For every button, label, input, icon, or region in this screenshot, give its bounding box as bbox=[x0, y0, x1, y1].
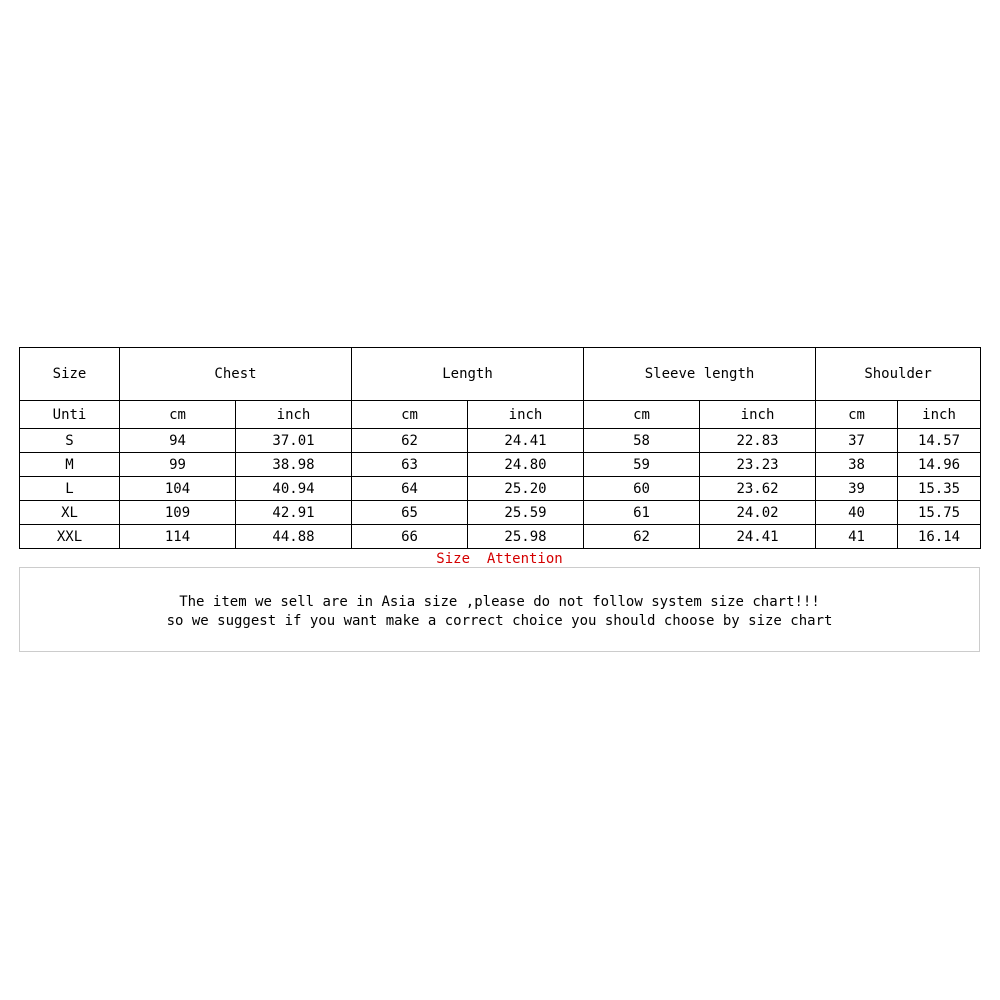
sleeve-inch-cell: 24.41 bbox=[700, 525, 816, 549]
size-cell: L bbox=[20, 477, 120, 501]
shoulder-cm-cell: 41 bbox=[816, 525, 898, 549]
size-chart-table bbox=[19, 347, 981, 549]
chest-inch-cell: 40.94 bbox=[236, 477, 352, 501]
sleeve-cm-unit: cm bbox=[584, 401, 700, 429]
shoulder-header: Shoulder bbox=[816, 348, 981, 401]
shoulder-cm-unit: cm bbox=[816, 401, 898, 429]
table-row bbox=[20, 525, 981, 549]
table-row bbox=[20, 429, 981, 453]
chest-header: Chest bbox=[120, 348, 352, 401]
unit-row bbox=[20, 401, 981, 429]
sleeve-cm-cell: 59 bbox=[584, 453, 700, 477]
sleeve-inch-cell: 23.62 bbox=[700, 477, 816, 501]
table-row bbox=[20, 453, 981, 477]
chest-inch-cell: 38.98 bbox=[236, 453, 352, 477]
shoulder-cm-cell: 40 bbox=[816, 501, 898, 525]
chest-inch-cell: 37.01 bbox=[236, 429, 352, 453]
notice-line-suggestion: so we suggest if you want make a correct choice you should choose by size chart bbox=[166, 613, 833, 629]
size-cell: XXL bbox=[20, 525, 120, 549]
shoulder-inch-cell: 15.75 bbox=[898, 501, 981, 525]
size-header: Size bbox=[20, 348, 120, 401]
shoulder-inch-cell: 15.35 bbox=[898, 477, 981, 501]
length-cm-unit: cm bbox=[352, 401, 468, 429]
unit-label: Unti bbox=[20, 401, 120, 429]
length-cm-cell: 62 bbox=[352, 429, 468, 453]
chest-cm-cell: 94 bbox=[120, 429, 236, 453]
chest-cm-cell: 109 bbox=[120, 501, 236, 525]
sleeve-inch-unit: inch bbox=[700, 401, 816, 429]
table-row bbox=[20, 477, 981, 501]
chest-cm-unit: cm bbox=[120, 401, 236, 429]
table-row bbox=[20, 501, 981, 525]
sleeve-cm-cell: 61 bbox=[584, 501, 700, 525]
shoulder-inch-cell: 16.14 bbox=[898, 525, 981, 549]
sleeve-inch-cell: 23.23 bbox=[700, 453, 816, 477]
shoulder-inch-unit: inch bbox=[898, 401, 981, 429]
length-header: Length bbox=[352, 348, 584, 401]
sleeve-cm-cell: 62 bbox=[584, 525, 700, 549]
length-inch-cell: 25.20 bbox=[468, 477, 584, 501]
length-cm-cell: 64 bbox=[352, 477, 468, 501]
size-attention-notice bbox=[19, 567, 980, 652]
length-inch-cell: 24.80 bbox=[468, 453, 584, 477]
size-cell: XL bbox=[20, 501, 120, 525]
sleeve-inch-cell: 24.02 bbox=[700, 501, 816, 525]
size-attention-title: Size Attention bbox=[436, 551, 563, 567]
shoulder-cm-cell: 37 bbox=[816, 429, 898, 453]
shoulder-inch-cell: 14.96 bbox=[898, 453, 981, 477]
length-cm-cell: 66 bbox=[352, 525, 468, 549]
length-cm-cell: 63 bbox=[352, 453, 468, 477]
sleeve-cm-cell: 58 bbox=[584, 429, 700, 453]
size-cell: M bbox=[20, 453, 120, 477]
header-row bbox=[20, 348, 981, 401]
size-cell: S bbox=[20, 429, 120, 453]
length-inch-cell: 25.59 bbox=[468, 501, 584, 525]
sleeve-cm-cell: 60 bbox=[584, 477, 700, 501]
chest-cm-cell: 99 bbox=[120, 453, 236, 477]
chest-inch-cell: 42.91 bbox=[236, 501, 352, 525]
notice-line-asia-size: The item we sell are in Asia size ,please do not follow system size chart!!! bbox=[179, 594, 820, 610]
chest-inch-cell: 44.88 bbox=[236, 525, 352, 549]
length-inch-cell: 24.41 bbox=[468, 429, 584, 453]
sleeve-inch-cell: 22.83 bbox=[700, 429, 816, 453]
chest-cm-cell: 114 bbox=[120, 525, 236, 549]
length-inch-cell: 25.98 bbox=[468, 525, 584, 549]
shoulder-cm-cell: 38 bbox=[816, 453, 898, 477]
length-cm-cell: 65 bbox=[352, 501, 468, 525]
length-inch-unit: inch bbox=[468, 401, 584, 429]
sleeve-length-header: Sleeve length bbox=[584, 348, 816, 401]
shoulder-cm-cell: 39 bbox=[816, 477, 898, 501]
chest-inch-unit: inch bbox=[236, 401, 352, 429]
chest-cm-cell: 104 bbox=[120, 477, 236, 501]
shoulder-inch-cell: 14.57 bbox=[898, 429, 981, 453]
